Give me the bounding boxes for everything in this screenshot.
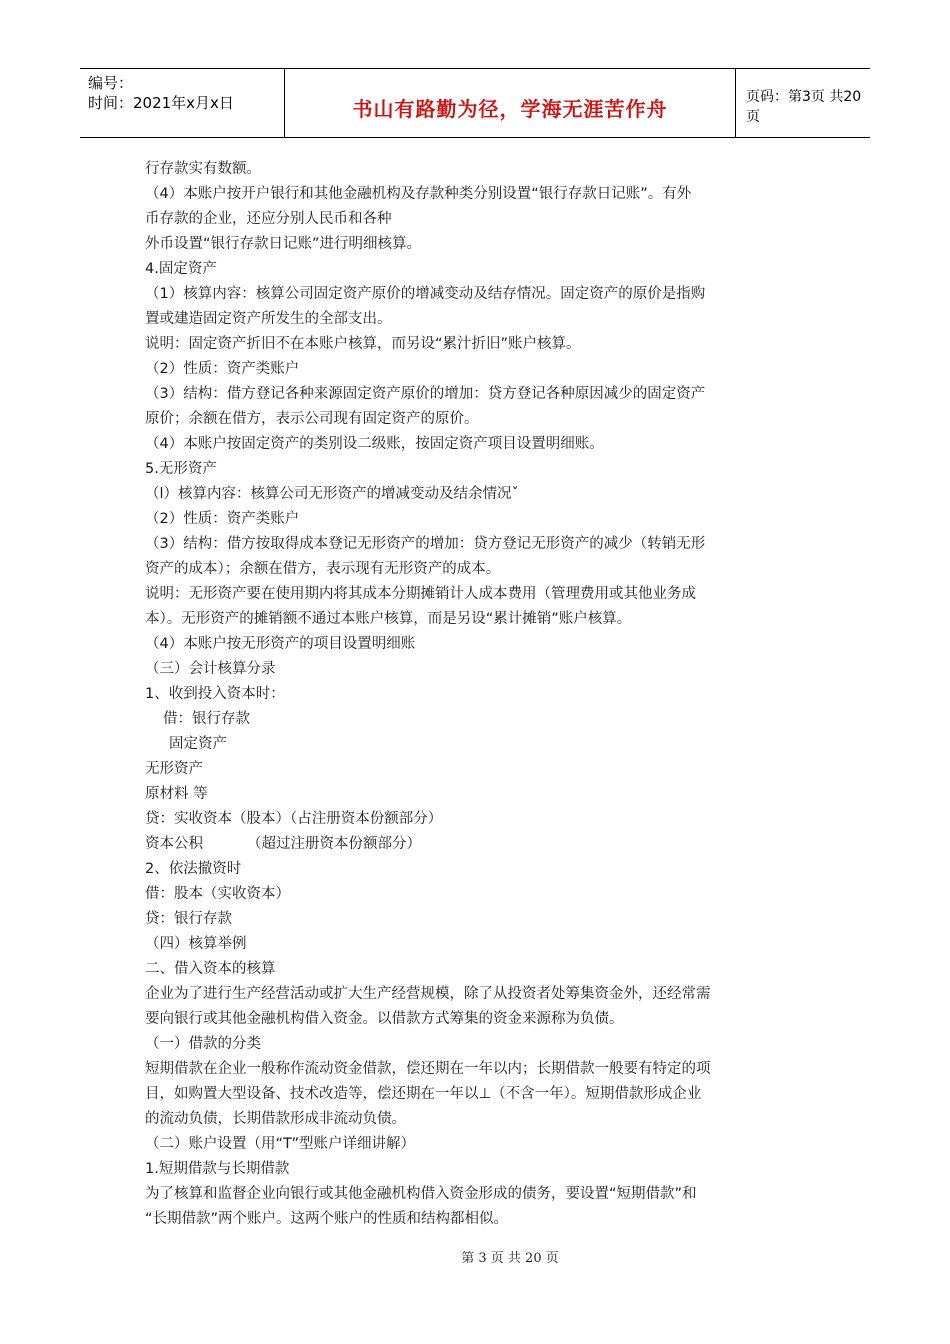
text-line: 1、收到投入资本时：	[145, 686, 285, 702]
journal-entry-line: 原材料 等	[145, 786, 208, 802]
text-line: 说明：固定资产折旧不在本账户核算，而另设“累汁折旧”账户核算。	[145, 336, 581, 352]
text-line: 本）。无形资产的摊销额不通过本账户核算，而是另设“累计摊销”账户核算。	[145, 611, 632, 627]
text-line: 行存款实有数额。	[145, 161, 261, 177]
header-motto-cell	[284, 69, 736, 137]
section-heading: 4.固定资产	[145, 261, 217, 277]
section-heading: （一）借款的分类	[145, 1036, 261, 1052]
section-heading: （三）会计核算分录	[145, 661, 276, 677]
journal-entry-line: 无形资产	[145, 761, 203, 777]
text-line: 资产的成本）；余额在借方，表示现有无形资产的成本。	[145, 561, 501, 577]
text-line: 目，如购置大型设备、技术改造等，偿还期在一年以⊥（不含一年）。短期借款形成企业	[145, 1086, 702, 1102]
text-line: 外币设置“银行存款日记账”进行明细核算。	[145, 236, 422, 252]
capital-reserve-label: 资本公积	[145, 836, 203, 852]
section-heading: 5.无形资产	[145, 461, 217, 477]
text-line: （4）本账户按无形资产的项目设置明细账	[145, 636, 416, 652]
text-line: 短期借款在企业一般称作流动资金借款，偿还期在一年以内；长期借款一般要有特定的项	[145, 1061, 711, 1077]
document-date-label: 时间：2021年x月x日	[88, 94, 234, 112]
journal-entry-line	[145, 832, 810, 857]
text-line: 为了核算和监督企业向银行或其他金融机构借入资金形成的债务，要设置“短期借款”和	[145, 1186, 697, 1202]
header-meta-cell	[80, 69, 284, 137]
journal-entry-line: 贷：银行存款	[145, 911, 232, 927]
section-heading: （四）核算举例	[145, 936, 247, 952]
text-line: （2）性质：资产类账户	[145, 511, 300, 527]
journal-entry-line: 借：银行存款	[163, 711, 250, 727]
text-line: （4）本账户按开户银行和其他金融机构及存款种类分别设置“银行存款日记账”。有外	[145, 186, 692, 202]
text-line: 企业为了进行生产经营活动或扩大生产经营规模，除了从投资者处筹集资金外，还经常需	[145, 986, 711, 1002]
text-line: 币存款的企业，还应分别人民币和各种	[145, 211, 392, 227]
page-footer: 第 3 页 共 20 页	[461, 1251, 559, 1266]
journal-entry-line: 借：股本（实收资本）	[145, 886, 290, 902]
text-line: 原价；余额在借方，表示公司现有固定资产的原价。	[145, 411, 479, 427]
text-line: （l）核算内容：核算公司无形资产的增减变动及结余情况ˇ	[145, 486, 519, 502]
text-line: （4）本账户按固定资产的类别设二级账，按固定资产项目设置明细账。	[145, 436, 604, 452]
text-line: 的流动负债，长期借款形成非流动负债。	[145, 1111, 406, 1127]
journal-entry-line: 固定资产	[169, 736, 227, 752]
text-line: 2、依法撤资时	[145, 861, 242, 877]
journal-entry-line: 贷：实收资本（股本）（占注册资本份额部分）	[145, 811, 443, 827]
section-heading: （二）账户设置（用“T”型账户详细讲解）	[145, 1136, 416, 1152]
text-line: “长期借款”两个账户。这两个账户的性质和结构都相似。	[145, 1211, 509, 1227]
text-line: 置或建造固定资产所发生的全部支出。	[145, 311, 392, 327]
text-line: 要向银行或其他金融机构借入资金。以借款方式筹集的资金来源称为负债。	[145, 1011, 624, 1027]
section-heading: 二、借入资本的核算	[145, 961, 276, 977]
header-page-code: 页码：第3页 共20页	[746, 89, 862, 125]
document-body	[145, 157, 810, 1232]
capital-reserve-note: （超过注册资本份额部分）	[247, 836, 421, 852]
section-heading: 1.短期借款与长期借款	[145, 1161, 290, 1177]
document-number-label: 编号：	[88, 74, 134, 92]
text-line: （1）核算内容：核算公司固定资产原价的增减变动及结存情况。固定资产的原价是指购	[145, 286, 706, 302]
text-line: （2）性质：资产类账户	[145, 361, 300, 377]
text-line: （3）结构：借方登记各种来源固定资产原价的增加：贷方登记各种原因减少的固定资产	[145, 386, 706, 402]
header-motto: 书山有路勤为径，学海无涯苦作舟	[352, 96, 668, 121]
text-line: 说明：无形资产要在使用期内将其成本分期摊销计人成本费用（管理费用或其他业务成	[145, 586, 696, 602]
header-page-cell	[736, 69, 870, 137]
text-line: （3）结构：借方按取得成本登记无形资产的增加：贷方登记无形资产的减少（转销无形	[145, 536, 706, 552]
page-header	[80, 68, 870, 138]
